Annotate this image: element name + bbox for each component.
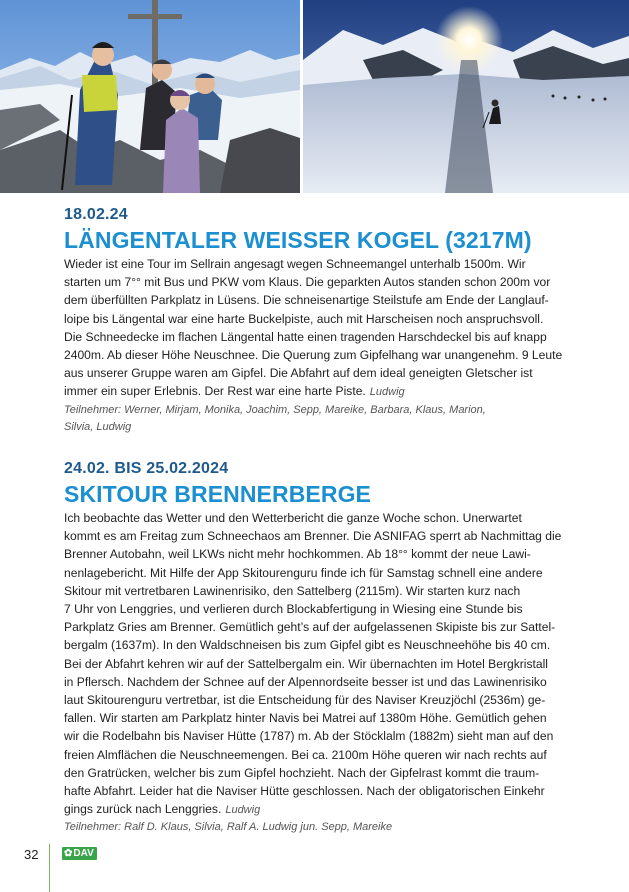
dav-logo-text: DAV <box>73 848 94 859</box>
body-line: wir die Rodelbahn bis Naviser Hütte (1787) m. Ab der Stöcklalm (1882m) sieht man auf den <box>64 729 554 744</box>
body-line: bergalm (1637m). In den Waldschneisen bis zum Gipfel gibt es Neuschneehöhe bis 40 cm. <box>64 638 551 653</box>
body-line: den Gratrücken, welcher bis zum Gipfel hochzieht. Nach der Gipfelrast kommt die traum- <box>64 765 540 780</box>
article-body <box>64 509 584 819</box>
body-line: fallen. Wir starten am Parkplatz hinter Navis bei Matrei auf 1380m Höhe. Gemütlich gehen <box>64 711 547 726</box>
participants-line: Teilnehmer: Werner, Mirjam, Monika, Joachim, Sepp, Mareike, Barbara, Klaus, Marion, <box>64 403 486 416</box>
body-line: laut Skitourenguru vertretbar, ist die Entscheidung für des Naviser Kreuzjöchl (2536m) ge- <box>64 693 546 708</box>
body-line: dem überfüllten Parkplatz in Lüsens. Die schneisenartige Steilstufe am Ende der Langlauf- <box>64 293 549 308</box>
body-line: Skitour mit vertretbaren Lawinenrisiko, den Sattelberg (2115m). Wir starten kurz nach <box>64 583 521 598</box>
body-line: Ich beobachte das Wetter und den Wetterbericht die ganze Woche schon. Unerwartet <box>64 511 522 525</box>
body-line: kommt es am Freitag zum Schneechaos am Brenner. Die ASNIFAG sperrt ab Nachmittag die <box>64 529 562 544</box>
article-skitour-brennerberge <box>64 459 584 837</box>
body-line: Brenner Autobahn, weil LKWs nicht mehr hochkommen. Ab 18°° kommt der neue Lawi- <box>64 547 531 562</box>
body-line: 2400m. Ab dieser Höhe Neuschnee. Die Querung zum Gipfelhang war unangenehm. 9 Leute <box>64 348 563 363</box>
author-signature: Ludwig <box>225 804 261 817</box>
article-title: LÄNGENTALER WEISSER KOGEL (3217M) <box>64 227 532 253</box>
participants-line: Teilnehmer: Ralf D. Klaus, Silvia, Ralf A. Ludwig jun. Sepp, Mareike <box>64 821 393 834</box>
body-line <box>64 382 584 401</box>
body-line: Parkplatz Gries am Brenner. Gemütlich geht’s auf der aufgelassenen Skipiste bis zur Sattel- <box>64 620 556 635</box>
article-date: 18.02.24 <box>64 206 128 223</box>
summit-group-photo <box>0 0 300 193</box>
body-line <box>64 800 584 819</box>
participants-list <box>64 819 584 837</box>
body-line: starten um 7°° mit Bus und PKW vom Klaus. Die geparkten Autos standen schon 200m vor <box>64 275 551 290</box>
body-line: in Pflersch. Nachdem der Schnee auf der Alpennordseite besser ist und das Lawinenrisiko <box>64 674 547 689</box>
body-line: hafte Abfahrt. Leider hat die Naviser Hütte geschlossen. Nach der obligatorischen Einkehr <box>64 784 545 799</box>
article-title: SKITOUR BRENNERBERGE <box>64 481 371 507</box>
body-line-text: gings zurück nach Lenggries. <box>64 802 222 817</box>
body-line: freien Almflächen die Neuschneemengen. Bei ca. 2100m Höhe queren wir nach rechts auf <box>64 747 547 762</box>
dav-logo <box>62 847 97 860</box>
body-line: 7 Uhr von Lenggries, und verlieren durch Blockabfertigung in Wiesing eine Stunde bis <box>64 602 523 617</box>
footer-divider <box>49 844 50 892</box>
body-line: aus unserer Gruppe waren am Gipfel. Die Abfahrt auf dem ideal geneigten Gletscher ist <box>64 366 533 381</box>
participants-list <box>64 402 584 437</box>
body-line: nenlagebericht. Mit Hilfe der App Skitourenguru finde ich für Samstag schnell eine andere <box>64 565 543 580</box>
body-line: loipe bis Längental war eine harte Buckelpiste, auch mit Harscheisen noch anspruchsvoll. <box>64 311 544 326</box>
body-line: Die Schneedecke im flachen Längental hatte einen tragenden Harschdeckel bis auf knapp <box>64 329 547 344</box>
body-line: Bei der Abfahrt kehren wir auf der Sattelbergalm ein. Wir übernachten im Hotel Bergkristall <box>64 656 548 671</box>
edelweiss-icon: ✿ <box>64 848 73 859</box>
article-laengentaler-weisser-kogel <box>64 205 584 437</box>
skier-backlit-sun-photo <box>303 0 629 193</box>
body-line: Wieder ist eine Tour im Sellrain angesagt wegen Schneemangel unterhalb 1500m. Wir <box>64 257 526 271</box>
participants-line: Silvia, Ludwig <box>64 421 132 434</box>
page-number: 32 <box>24 847 39 862</box>
body-line-text: immer ein super Erlebnis. Der Rest war eine harte Piste. <box>64 384 366 399</box>
author-signature: Ludwig <box>369 386 405 399</box>
article-body <box>64 255 584 402</box>
article-date: 24.02. BIS 25.02.2024 <box>64 460 229 477</box>
